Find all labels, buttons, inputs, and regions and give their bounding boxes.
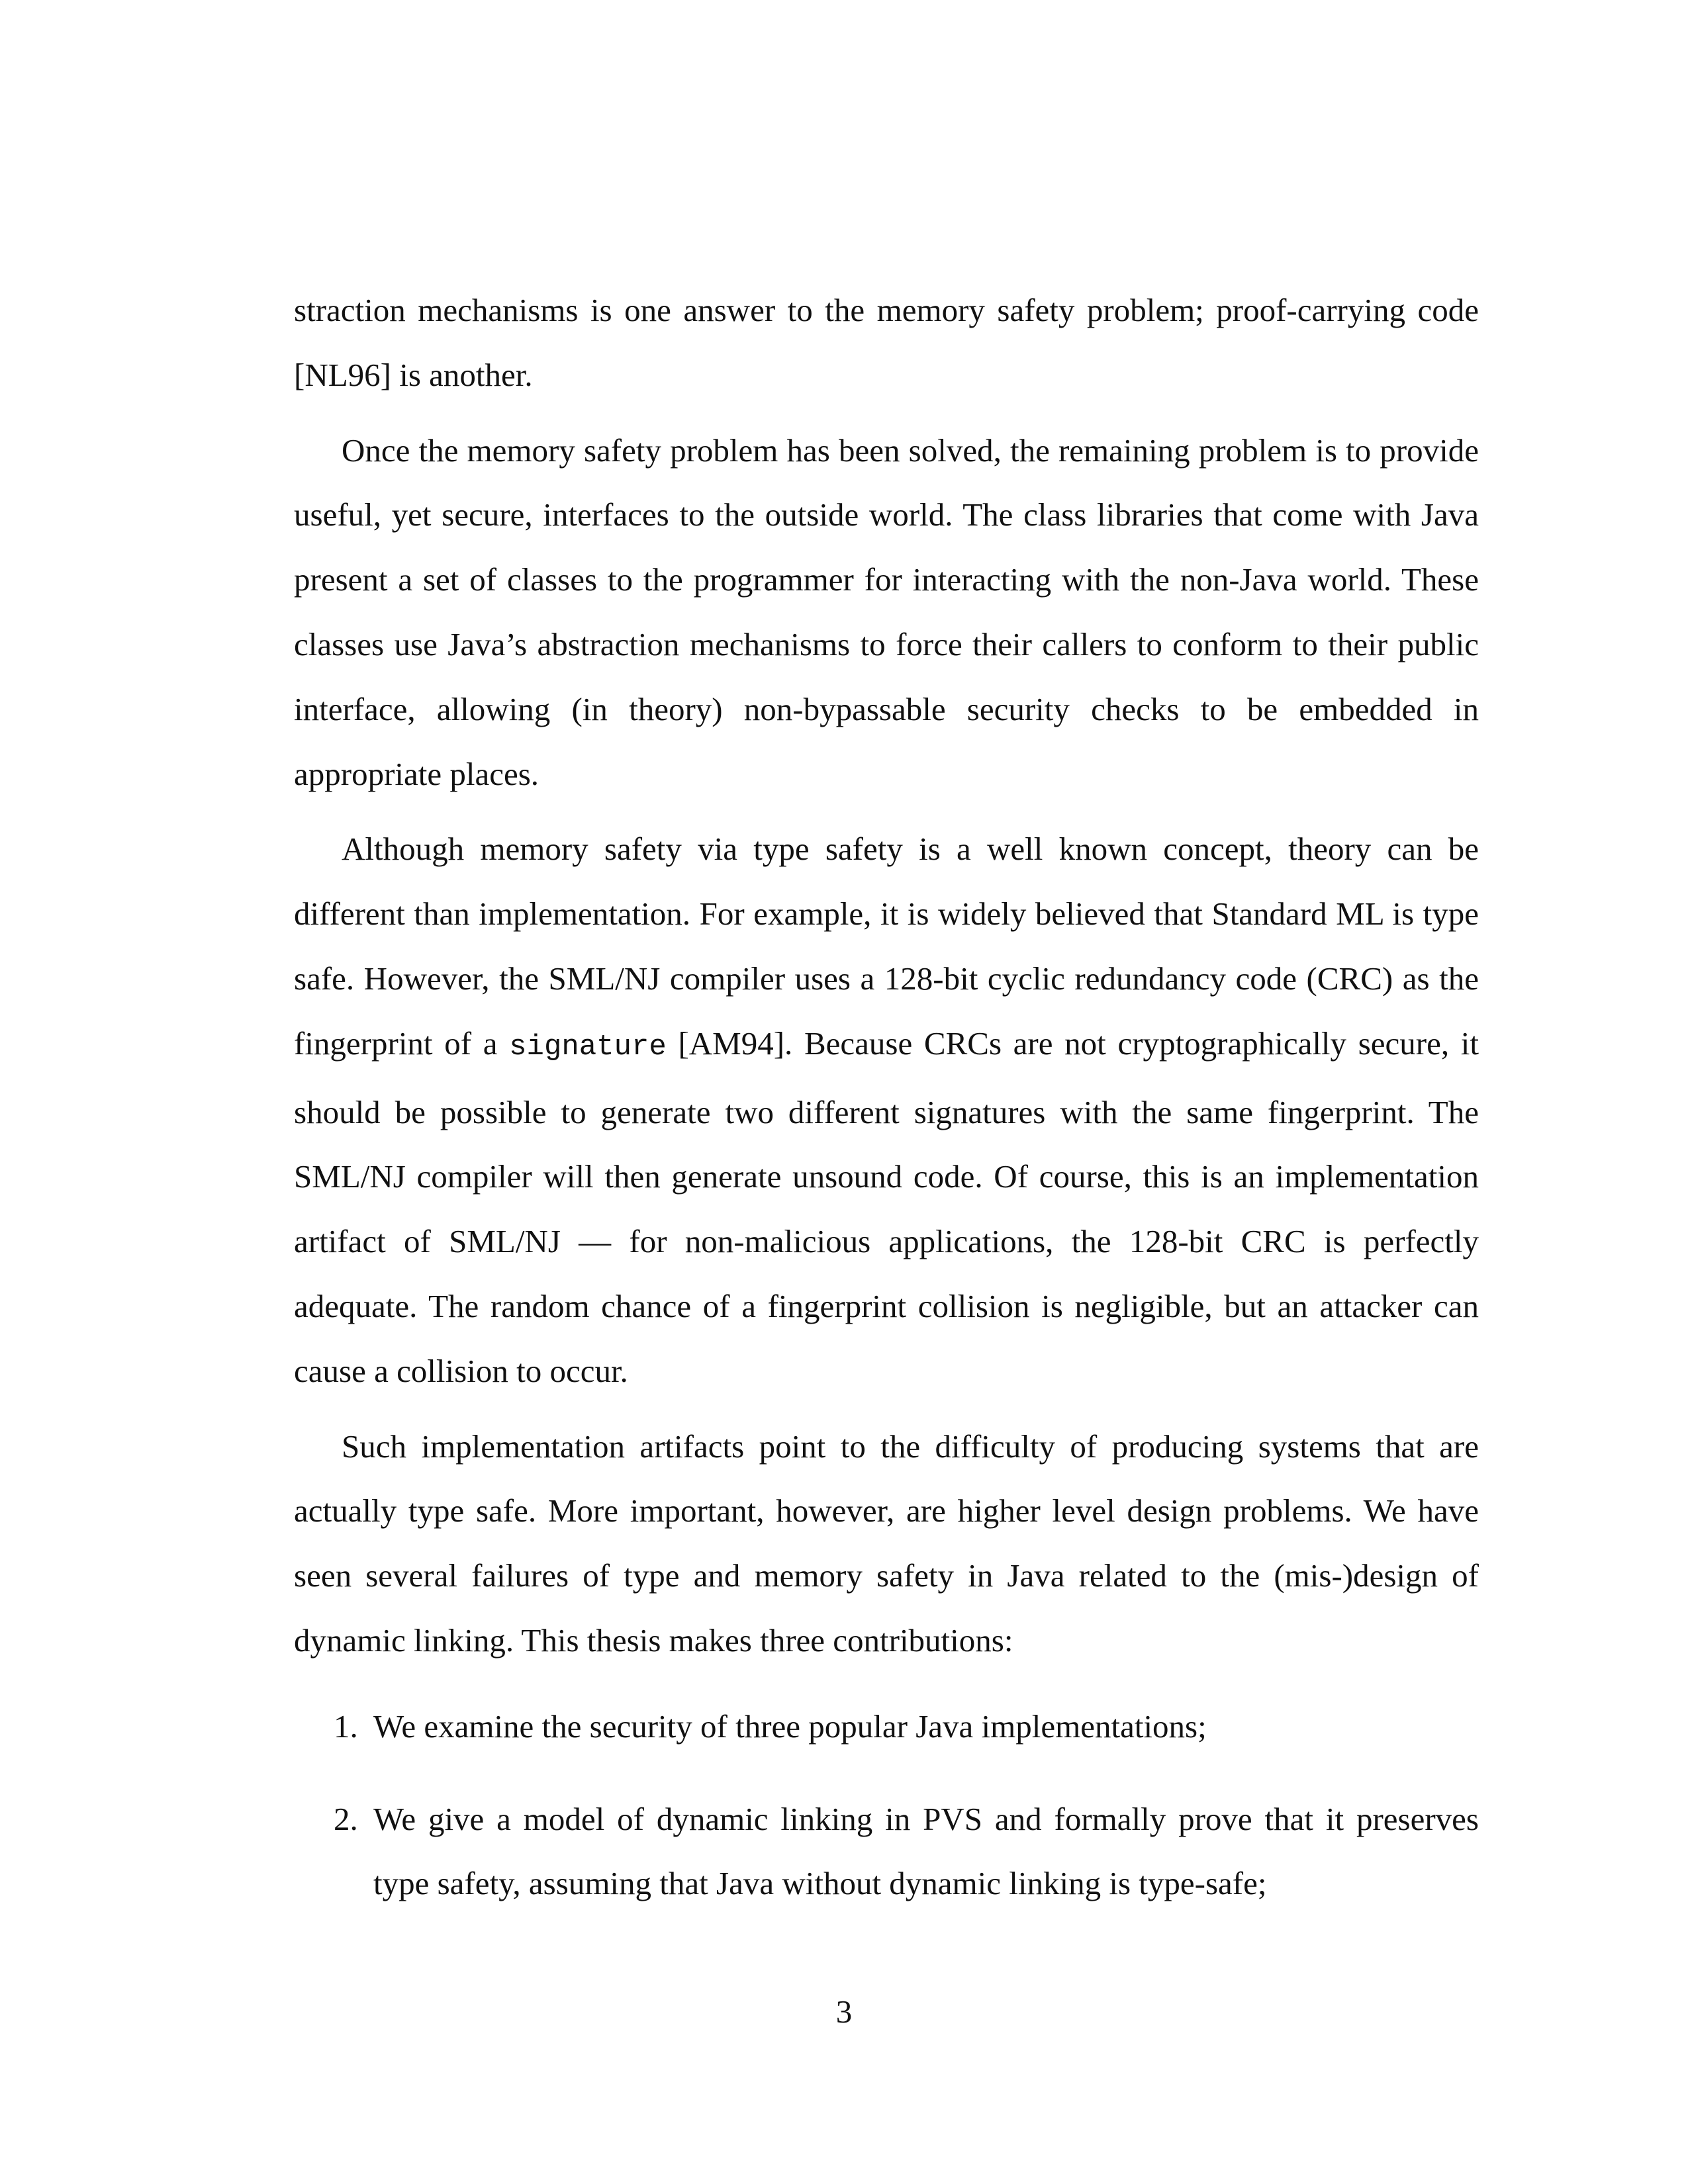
paragraph-continuation: straction mechanisms is one answer to the memory safety problem; proof-carrying code [NL96] is another. (294, 292, 1479, 393)
list-item-text: We examine the security of three popular Java implementations; (373, 1707, 1207, 1745)
paragraph-interfaces: Once the memory safety problem has been solved, the remaining problem is to provide useful, yet secure, interfaces to the outside world. The class libraries that come with Java present a set of classes to the programmer for interacting with the non-Java world. These classes use Java’s abstraction mechanisms to force their callers to conform to their public interface, allowing (in theory) non-bypassable security checks to be embedded in appropriate places. (294, 432, 1479, 792)
contributions-list (294, 1694, 1479, 1916)
list-item-number: 2. (334, 1800, 358, 1837)
list-item (294, 1694, 1479, 1759)
paragraph-implementation (294, 817, 1479, 1403)
paragraph-implementation-text-a: Although memory safety via type safety is a well known concept, theory can be different than implementation. For example, it is widely believed that Standard ML is type safe. However, the SML/NJ compiler uses a 128-bit cyclic redundancy code (CRC) as the fingerprint of a (294, 831, 1479, 1062)
list-item (294, 1787, 1479, 1917)
list-item-number: 1. (334, 1707, 358, 1745)
page-number: 3 (835, 1993, 853, 2030)
list-item-text: We give a model of dynamic linking in PVS and formally prove that it preserves type safety, assuming that Java without dynamic linking is type-safe; (373, 1800, 1479, 1902)
paragraph-implementation-text-b: [AM94]. Because CRCs are not cryptographically secure, it should be possible to generate two different signatures with the same fingerprint. The SML/NJ compiler will then generate unsound code. Of course, this is an implementation artifact of SML/NJ — for non-malicious applications, the 128-bit CRC is perfectly adequate. The random chance of a fingerprint collision is negligible, but an attacker can cause a collision to occur. (294, 1024, 1479, 1389)
code-signature: signature (509, 1030, 667, 1064)
paragraph-contributions-intro: Such implementation artifacts point to the difficulty of producing systems that are actually type safe. More important, however, are higher level design problems. We have seen several failures of type and memory safety in Java related to the (mis-)design of dynamic linking. This thesis makes three contributions: (294, 1428, 1479, 1659)
page-body (294, 278, 1479, 1916)
